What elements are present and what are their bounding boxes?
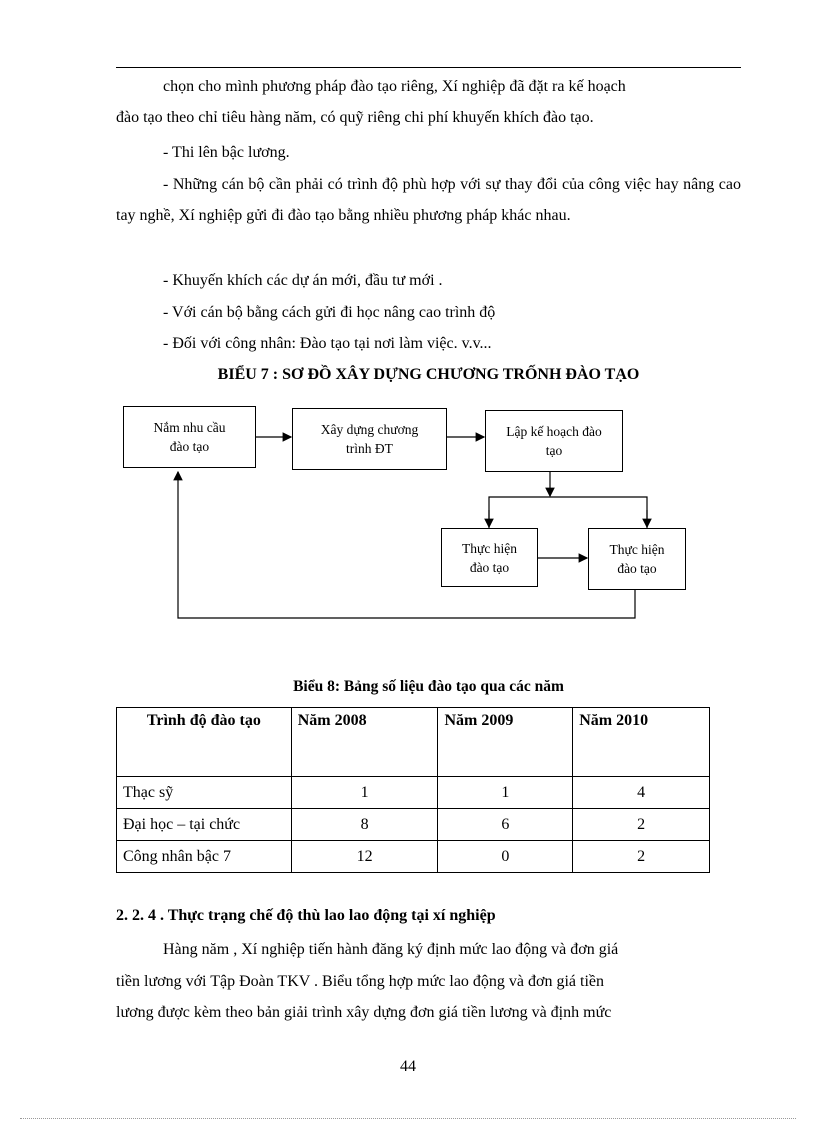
- section-heading: 2. 2. 4 . Thực trạng chế độ thù lao lao động tại xí nghiệp: [116, 907, 496, 924]
- cell-value: 4: [573, 777, 710, 809]
- feedback-loop-arrow: [178, 472, 635, 618]
- bullet-thi-len-bac-luong: - Thi lên bậc lương.: [163, 144, 290, 161]
- cell-value: 6: [438, 809, 573, 841]
- table-header-row: [117, 708, 710, 777]
- box-nam-nhu-cau: [123, 406, 256, 468]
- table-title: Biểu 8: Bảng số liệu đào tạo qua các năm: [293, 678, 564, 695]
- section-paragraph-line-1: Hàng năm , Xí nghiệp tiến hành đăng ký định mức lao động và đơn giá: [163, 941, 619, 958]
- box3-line1: Lập kế hoạch đào: [506, 424, 602, 439]
- box2-line1: Xây dựng chương: [320, 422, 419, 437]
- cell-value: 0: [438, 841, 573, 873]
- box1-line1: Nắm nhu cầu: [153, 420, 226, 435]
- bullet-khuyen-khich: - Khuyến khích các dự án mới, đầu tư mới .: [163, 272, 443, 289]
- section-paragraph-line-3: lương được kèm theo bản giải trình xây dựng đơn giá tiền lương và định mức: [116, 1004, 612, 1021]
- box-thuc-hien-dao-tao-1: [441, 528, 538, 587]
- page-number: 44: [400, 1058, 416, 1075]
- training-data-table: [116, 707, 710, 873]
- cell-value: 2: [573, 809, 710, 841]
- section-paragraph-line-2: tiền lương với Tập Đoàn TKV . Biểu tổng hợp mức lao động và đơn giá tiền: [116, 973, 605, 990]
- box5-line1: Thực hiện: [609, 542, 665, 557]
- box4-line2: đào tạo: [469, 559, 510, 575]
- cell-value: 1: [438, 777, 573, 809]
- header-nam-2008: Năm 2008: [291, 708, 438, 777]
- box-xay-dung-chuong-trinh: [292, 408, 447, 470]
- table-row: [117, 841, 710, 873]
- table-row: [117, 809, 710, 841]
- header-trinh-do: Trình độ đào tạo: [117, 708, 292, 777]
- box2-line2: trình ĐT: [346, 441, 393, 456]
- box-lap-ke-hoach: [485, 410, 623, 472]
- box1-line2: đào tạo: [169, 439, 210, 454]
- row-label: Thạc sỹ: [117, 777, 292, 809]
- cell-value: 2: [573, 841, 710, 873]
- header-nam-2009: Năm 2009: [438, 708, 573, 777]
- cell-value: 12: [291, 841, 438, 873]
- paragraph-2: - Những cán bộ cần phải có trình độ phù hợp với sự thay đổi của công việc hay nâng cao tay nghề, Xí nghiệp gửi đi đào tạo bằng nhiều phương pháp khác nhau.: [116, 176, 741, 224]
- box5-line2: đào tạo: [617, 561, 657, 576]
- box3-line2: tạo: [545, 443, 563, 458]
- row-label: Công nhân bậc 7: [117, 841, 292, 873]
- paragraph-1-line-2: đào tạo theo chỉ tiêu hàng năm, có quỹ riêng chi phí khuyến khích đào tạo.: [116, 109, 594, 126]
- footer-dotted-rule: [20, 1118, 796, 1119]
- row-label: Đại học – tại chức: [117, 809, 292, 841]
- paragraph-1-line-1: chọn cho mình phương pháp đào tạo riêng, Xí nghiệp đã đặt ra kế hoạch: [163, 78, 626, 95]
- split-connector: [489, 497, 647, 528]
- cell-value: 1: [291, 777, 438, 809]
- box-thuc-hien-dao-tao-2: [588, 528, 686, 590]
- bullet-cong-nhan: - Đối với công nhân: Đào tạo tại nơi làm việc. v.v...: [163, 335, 492, 352]
- box4-line1: Thực hiện: [462, 540, 517, 556]
- bullet-can-bo: - Với cán bộ bằng cách gửi đi học nâng cao trình độ: [163, 304, 496, 321]
- table-row: [117, 777, 710, 809]
- cell-value: 8: [291, 809, 438, 841]
- header-nam-2010: Năm 2010: [573, 708, 710, 777]
- diagram-title: BIỂU 7 : SƠ ĐỒ XÂY DỰNG CHƯƠNG TRỐNH ĐÀO TẠO: [217, 366, 640, 383]
